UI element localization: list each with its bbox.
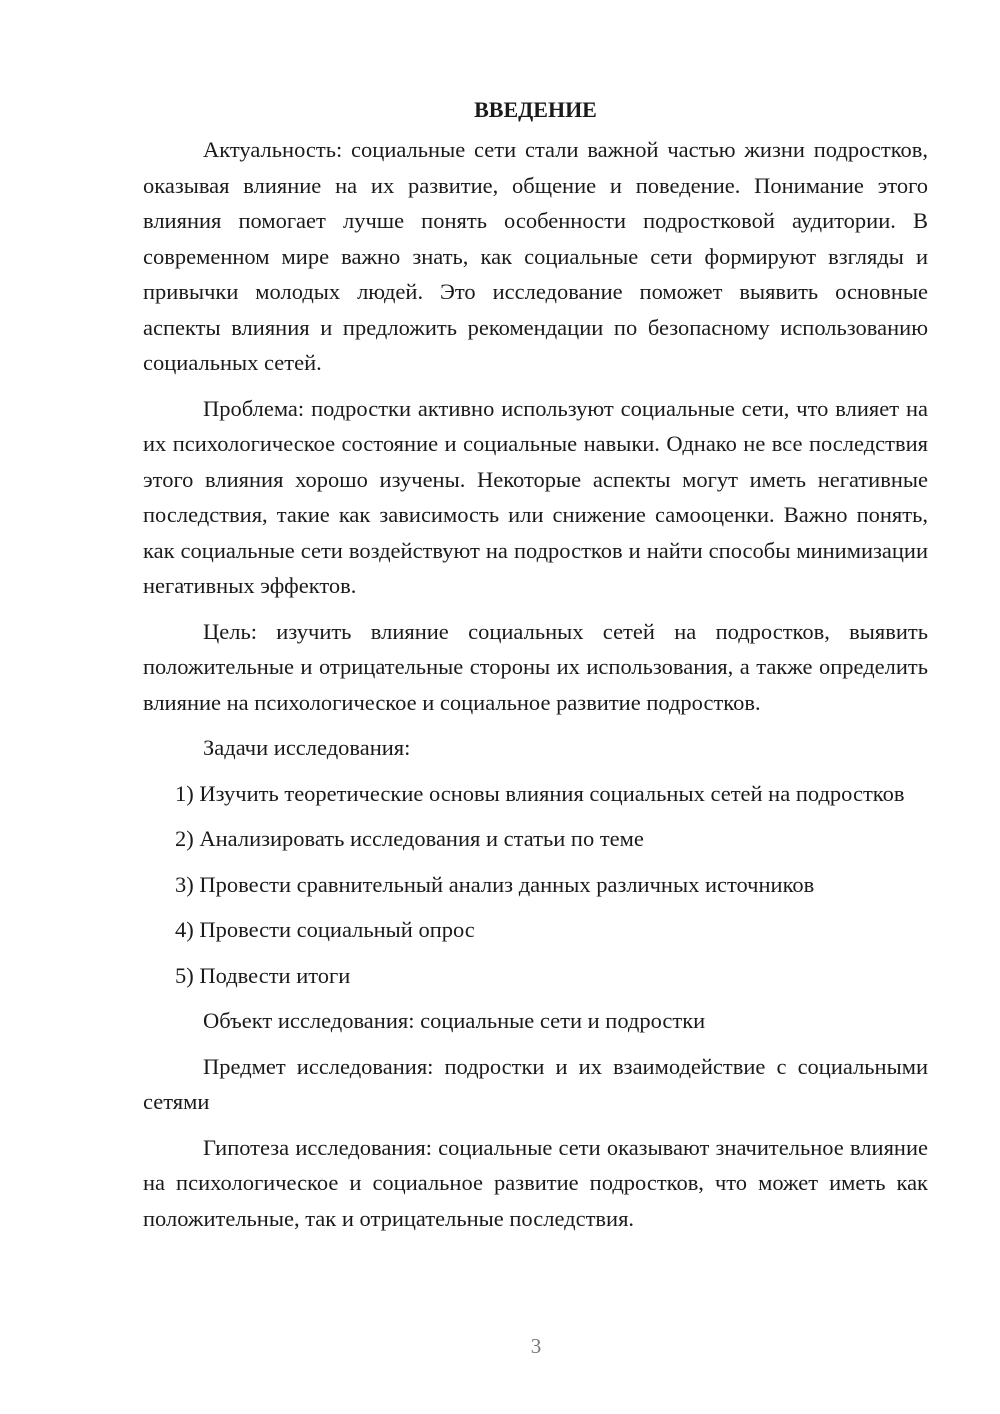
paragraph-problem: Проблема: подростки активно используют социальные сети, что влияет на их психологическое состояние и социальные навыки. Однако не все последствия этого влияния хорошо изучены. Некоторые аспекты могут иметь негативные последствия, такие как зависимость или снижение самооценки. Важно понять, как социальные сети воздействуют на подростков и найти способы минимизации негативных эффектов. bbox=[143, 395, 928, 598]
task-item-4: 4) Провести социальный опрос bbox=[175, 917, 475, 942]
paragraph-hypothesis: Гипотеза исследования: социальные сети оказывают значительное влияние на психологическое и социальное развитие подростков, что может иметь как положительные, так и отрицательные последствия. bbox=[143, 1134, 928, 1231]
page-title: ВВЕДЕНИЕ bbox=[474, 97, 597, 122]
paragraph-relevance: Актуальность: социальные сети стали важной частью жизни подростков, оказывая влияние на их развитие, общение и поведение. Понимание этого влияния помогает лучше понять особенности подростковой аудитории. В современном мире важно знать, как социальные сети формируют взгляды и привычки молодых людей. Это исследование поможет выявить основные аспекты влияния и предложить рекомендации по безопасному использованию социальных сетей. bbox=[143, 137, 928, 375]
task-item-5: 5) Подвести итоги bbox=[175, 962, 351, 988]
task-item-3: 3) Провести сравнительный анализ данных различных источников bbox=[175, 871, 815, 897]
task-item-1: 1) Изучить теоретические основы влияния социальных сетей на подростков bbox=[175, 780, 905, 806]
paragraph-goal: Цель: изучить влияние социальных сетей на подростков, выявить положительные и отрицательные стороны их использования, а также определить влияние на психологическое и социальное развитие подростков. bbox=[143, 618, 928, 715]
tasks-heading: Задачи исследования: bbox=[203, 735, 411, 760]
paragraph-object: Объект исследования: социальные сети и подростки bbox=[203, 1008, 706, 1033]
paragraph-subject: Предмет исследования: подростки и их взаимодействие с социальными сетями bbox=[143, 1053, 928, 1114]
page-number: 3 bbox=[530, 1334, 542, 1358]
task-item-2: 2) Анализировать исследования и статьи по теме bbox=[175, 826, 644, 851]
document-body bbox=[143, 92, 928, 1236]
